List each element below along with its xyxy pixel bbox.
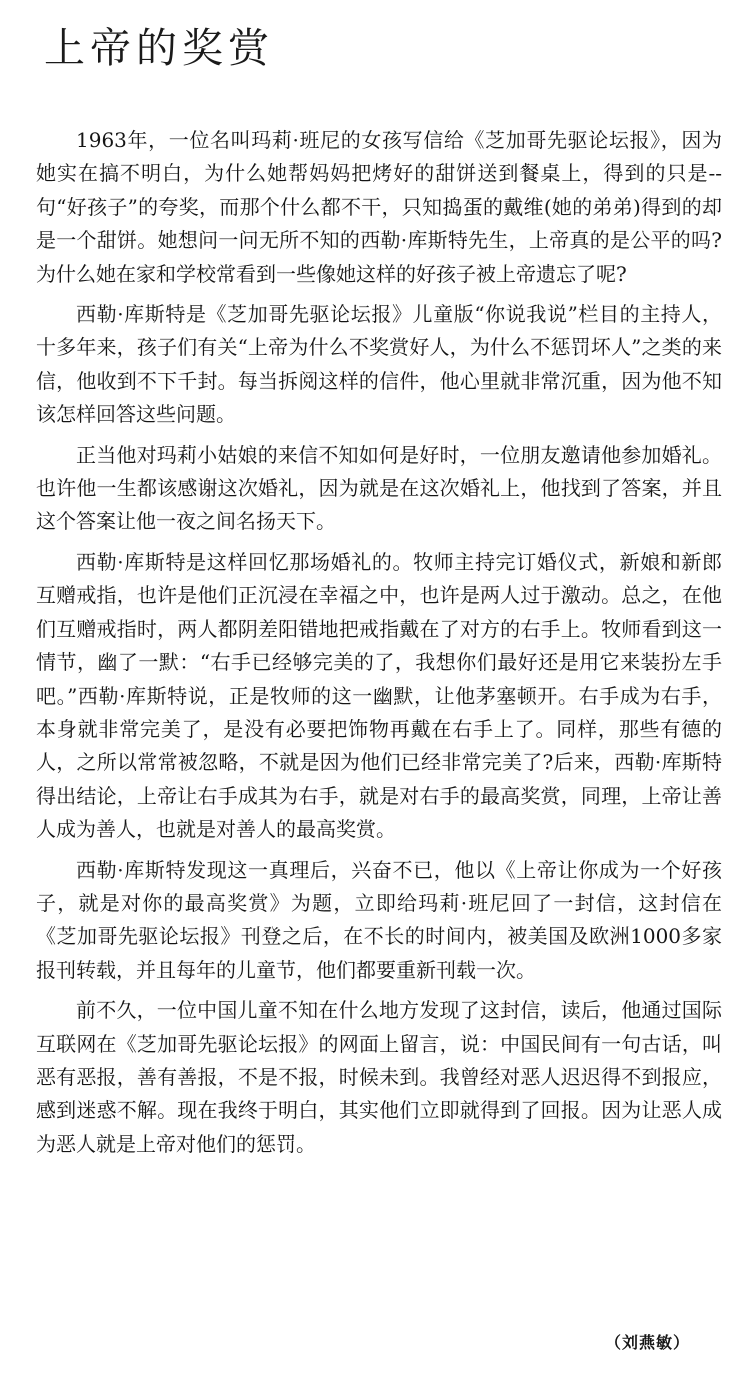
paragraph-5: 西勒·库斯特发现这一真理后，兴奋不已，他以《上帝让你成为一个好孩子，就是对你的最高奖赏》为题，立即给玛莉·班尼回了一封信，这封信在《芝加哥先驱论坛报》刊登之后，在不长的时间内，被美国及欧洲1000多家报刊转载，并且每年的儿童节，他们都要重新刊载一次。 [36, 857, 722, 982]
paragraph-4: 西勒·库斯特是这样回忆那场婚礼的。牧师主持完订婚仪式，新娘和新郎互赠戒指，也许是他们正沉浸在幸福之中，也许是两人过于激动。总之，在他们互赠戒指时，两人都阴差阳错地把戒指戴在了对方的右手上。牧师看到这一情节，幽了一默：“右手已经够完美的了，我想你们最好还是用它来装扮左手吧。”西勒·库斯特说，正是牧师的这一幽默，让他茅塞顿开。右手成为右手，本身就非常完美了，是没有必要把饰物再戴在右手上了。同样，那些有德的人，之所以常常被忽略，不就是因为他们已经非常完美了?后来，西勒·库斯特得出结论，上帝让右手成其为右手，就是对右手的最高奖赏，同理，上帝让善人成为善人，也就是对善人的最高奖赏。 [36, 549, 722, 842]
paragraph-6: 前不久，一位中国儿童不知在什么地方发现了这封信，读后，他通过国际互联网在《芝加哥先驱论坛报》的网面上留言，说：中国民间有一句古话，叫恶有恶报，善有善报，不是不报，时候未到。我曾经对恶人迟迟得不到报应，感到迷惑不解。现在我终于明白，其实他们立即就得到了回报。因为让恶人成为恶人就是上帝对他们的惩罚。 [36, 998, 722, 1156]
paragraph-1: 1963年，一位名叫玛莉·班尼的女孩写信给《芝加哥先驱论坛报》，因为她实在搞不明白，为什么她帮妈妈把烤好的甜饼送到餐桌上，得到的只是--句“好孩子”的夸奖，而那个什么都不干，只知捣蛋的戴维(她的弟弟)得到的却是一个甜饼。她想问一问无所不知的西勒·库斯特先生，上帝真的是公平的吗?为什么她在家和学校常看到一些像她这样的好孩子被上帝遗忘了呢? [36, 128, 722, 286]
paragraph-2: 西勒·库斯特是《芝加哥先驱论坛报》儿童版“你说我说”栏目的主持人，十多年来，孩子们有关“上帝为什么不奖赏好人，为什么不惩罚坏人”之类的来信，他收到不下千封。每当拆阅这样的信件，他心里就非常沉重，因为他不知该怎样回答这些问题。 [36, 302, 722, 427]
article-title: 上帝的奖赏 [44, 24, 274, 72]
article-body [36, 124, 722, 1168]
paragraph-3: 正当他对玛莉小姑娘的来信不知如何是好时，一位朋友邀请他参加婚礼。也许他一生都该感谢这次婚礼，因为就是在这次婚礼上，他找到了答案，并且这个答案让他一夜之间名扬天下。 [36, 442, 722, 534]
author-signature: （刘燕敏） [604, 1333, 690, 1352]
